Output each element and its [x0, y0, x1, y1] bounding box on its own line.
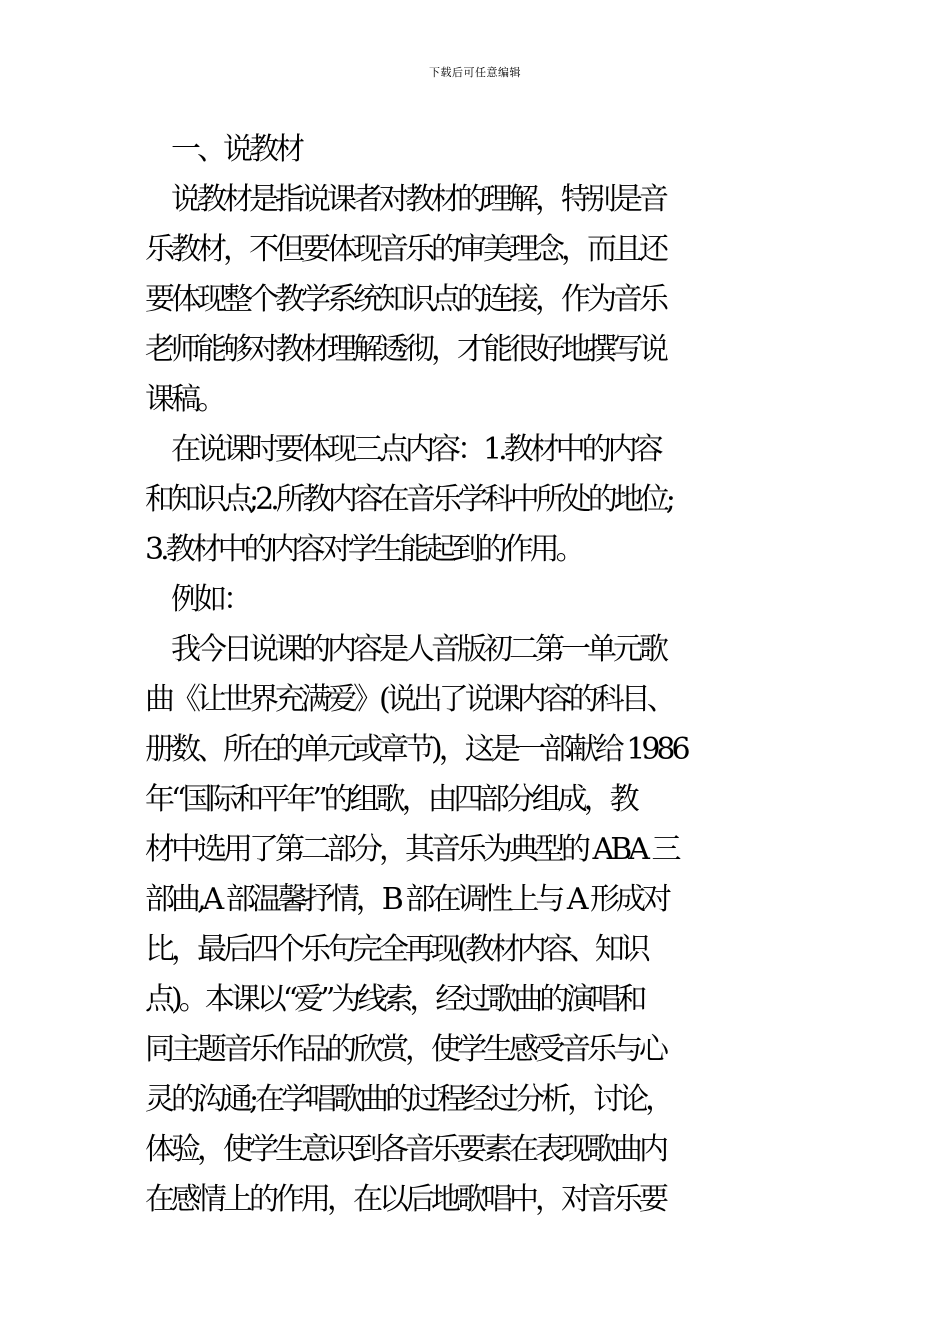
paragraph-line: 乐教材，不但要体现音乐的审美理念，而且还	[145, 232, 665, 267]
paragraph-line: 点)。本课以“爱”为线索，经过歌曲的演唱和	[145, 982, 644, 1017]
paragraph-line: 曲《让世界充满爱》(说出了说课内容的科目、	[145, 682, 673, 717]
paragraph-line: 册数、所在的单元或章节)，这是一部献给 1986	[145, 732, 687, 767]
paragraph-line: 老师能够对教材理解透彻，才能很好地撰写说	[145, 332, 665, 367]
document-body	[145, 125, 810, 1225]
section-heading: 一、说教材	[145, 132, 301, 167]
paragraph-line: 部曲,A 部温馨抒情，B 部在调性上与 A 形成对	[145, 882, 669, 917]
paragraph-line: 和知识点;2.所教内容在音乐学科中所处的地位;	[145, 482, 672, 517]
paragraph-line: 材中选用了第二部分，其音乐为典型的 ABA 三	[145, 832, 678, 867]
paragraph-line: 比，最后四个乐句完全再现(教材内容、知识	[145, 932, 647, 967]
paragraph-line: 3.教材中的内容对学生能起到的作用。	[145, 532, 582, 567]
page-header: 下载后可任意编辑	[429, 66, 521, 79]
paragraph-line: 灵的沟通;在学唱歌曲的过程经过分析，讨论，	[145, 1082, 672, 1117]
paragraph-line: 我今日说课的内容是人音版初二第一单元歌	[145, 632, 665, 667]
paragraph-line: 说教材是指说课者对教材的理解，特别是音	[145, 182, 665, 217]
paragraph-line: 在说课时要体现三点内容：1.教材中的内容	[145, 432, 660, 467]
paragraph-line: 体验，使学生意识到各音乐要素在表现歌曲内	[145, 1132, 665, 1167]
paragraph-line: 例如：	[145, 582, 249, 617]
paragraph-line: 在感情上的作用，在以后地歌唱中，对音乐要	[145, 1182, 665, 1217]
paragraph-line: 要体现整个教学系统知识点的连接，作为音乐	[145, 282, 665, 317]
paragraph-line: 同主题音乐作品的欣赏，使学生感受音乐与心	[145, 1032, 665, 1067]
paragraph-line: 年“国际和平年”的组歌，由四部分组成，教	[145, 782, 636, 817]
paragraph-line: 课稿。	[145, 382, 223, 417]
